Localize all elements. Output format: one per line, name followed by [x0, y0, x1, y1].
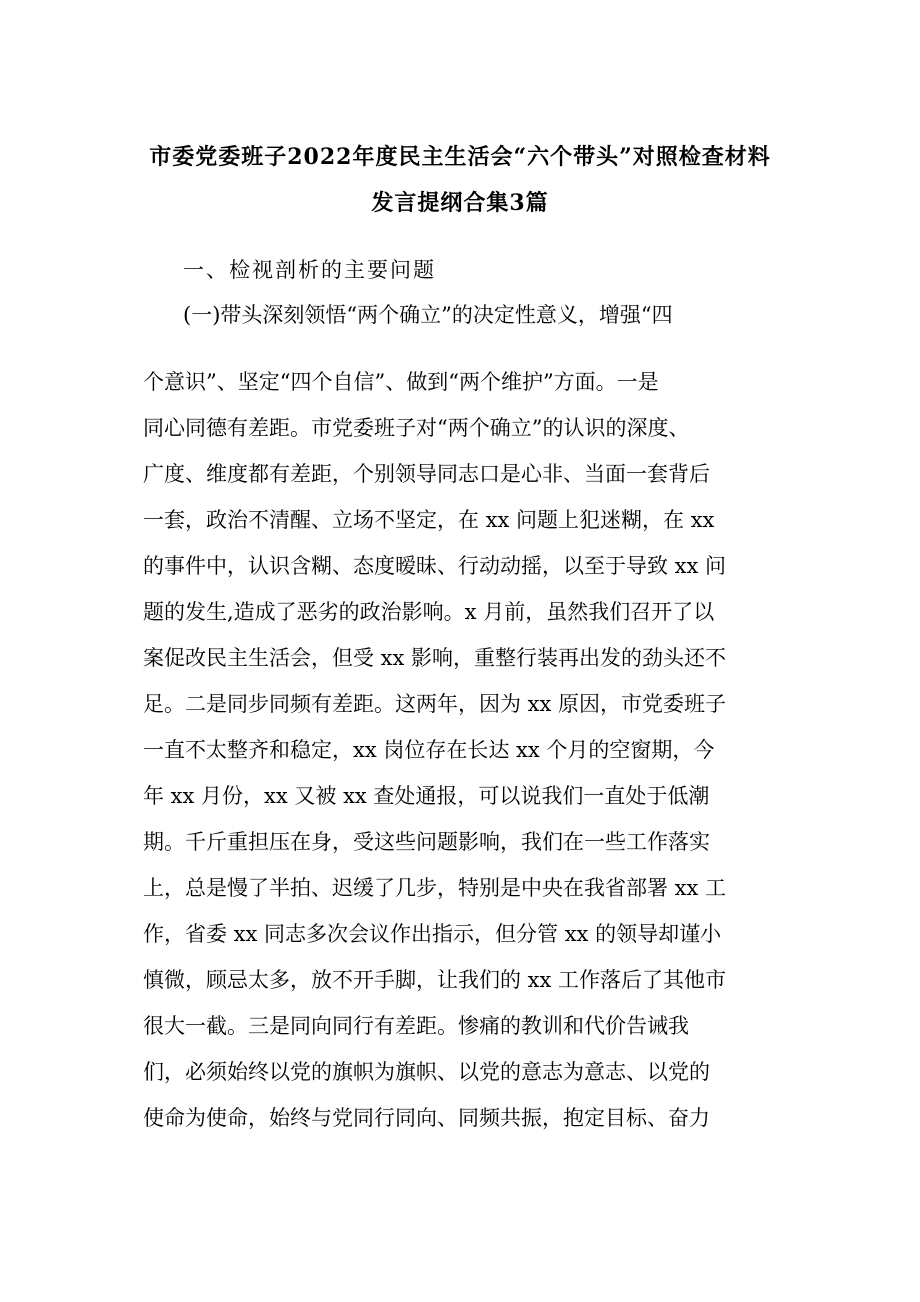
- body-line: 慎微，顾忌太多，放不开手脚，让我们的 xx 工作落后了其他市: [143, 968, 727, 992]
- section-heading: 一、检视剖析的主要问题: [183, 258, 436, 282]
- body-line: 个意识”、坚定“四个自信”、做到“两个维护”方面。一是: [143, 370, 659, 394]
- body-line: 使命为使命，始终与党同行同向、同频共振，抱定目标、奋力: [143, 1106, 710, 1130]
- body-line: 上，总是慢了半拍、迟缓了几步，特别是中央在我省部署 xx 工: [143, 876, 727, 900]
- body-line: 们，必须始终以党的旗帜为旗帜、以党的意志为意志、以党的: [143, 1060, 710, 1084]
- body-line: 题的发生,造成了恶劣的政治影响。x 月前，虽然我们召开了以: [143, 600, 715, 624]
- body-line: 作，省委 xx 同志多次会议作出指示，但分管 xx 的领导却谨小: [143, 922, 722, 946]
- document-title-line-2: 发言提纲合集3篇: [371, 190, 549, 216]
- body-line: 一套，政治不清醒、立场不坚定，在 xx 问题上犯迷糊，在 xx: [143, 508, 715, 532]
- body-line: (一)带头深刻领悟“两个确立”的决定性意义，增强“四: [183, 303, 673, 327]
- body-line: 的事件中，认识含糊、态度暧昧、行动动摇，以至于导致 xx 问: [143, 554, 727, 578]
- body-line: 很大一截。三是同向同行有差距。惨痛的教训和代价告诫我: [143, 1014, 689, 1038]
- body-line: 年 xx 月份，xx 又被 xx 查处通报，可以说我们一直处于低潮: [143, 784, 710, 808]
- body-line: 足。二是同步同频有差距。这两年，因为 xx 原因，市党委班子: [143, 692, 727, 716]
- body-line: 同心同德有差距。市党委班子对“两个确立”的认识的深度、: [143, 416, 690, 440]
- body-line: 一直不太整齐和稳定，xx 岗位存在长达 xx 个月的空窗期，今: [143, 738, 715, 762]
- body-line: 期。千斤重担压在身，受这些问题影响，我们在一些工作落实: [143, 830, 710, 854]
- body-line: 广度、维度都有差距，个别领导同志口是心非、当面一套背后: [143, 462, 710, 486]
- document-title-line-1: 市委党委班子2022年度民主生活会“六个带头”对照检查材料: [149, 144, 771, 170]
- body-line: 案促改民主生活会，但受 xx 影响，重整行装再出发的劲头还不: [143, 646, 727, 670]
